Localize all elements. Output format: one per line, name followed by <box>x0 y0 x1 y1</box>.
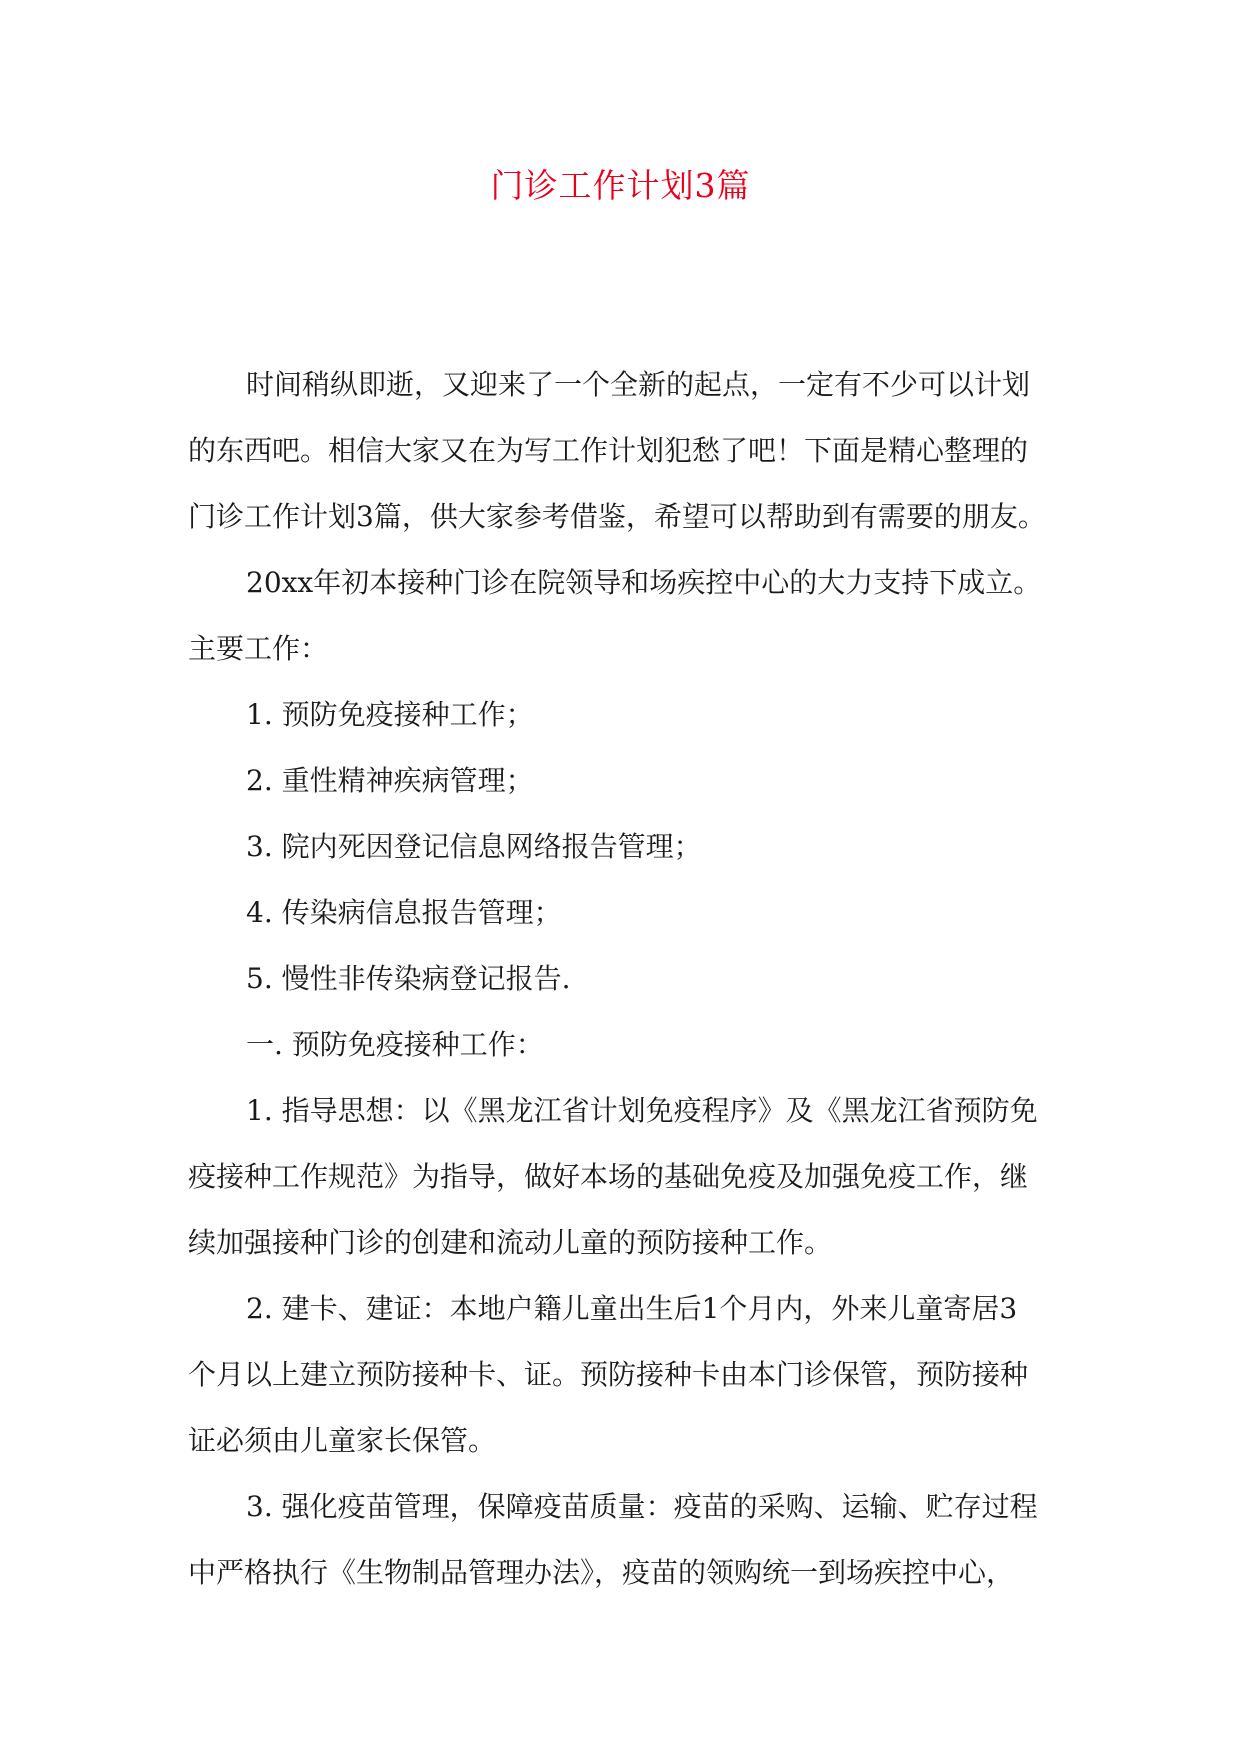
text-line: 续加强接种门诊的创建和流动儿童的预防接种工作。 <box>188 1226 833 1259</box>
text-line: 时间稍纵即逝，又迎来了一个全新的起点，一定有不少可以计划 <box>246 368 1031 401</box>
text-line: 疫接种工作规范》为指导，做好本场的基础免疫及加强免疫工作，继 <box>188 1160 1029 1193</box>
text-line: 个月以上建立预防接种卡、证。预防接种卡由本门诊保管，预防接种 <box>188 1358 1029 1391</box>
text-line: 3. 强化疫苗管理，保障疫苗质量：疫苗的采购、运输、贮存过程 <box>246 1490 1038 1523</box>
text-line: 3. 院内死因登记信息网络报告管理； <box>246 830 702 863</box>
text-line: 1. 指导思想：以《黑龙江省计划免疫程序》及《黑龙江省预防免 <box>246 1094 1038 1127</box>
document-body <box>188 352 1058 1606</box>
document-title: 门诊工作计划3篇 <box>490 166 751 205</box>
text-line: 主要工作： <box>188 632 329 665</box>
paragraph-card-certificate <box>188 1276 1058 1474</box>
text-line: 的东西吧。相信大家又在为写工作计划犯愁了吧！下面是精心整理的 <box>188 434 1029 467</box>
list-item <box>188 880 1058 946</box>
text-line: 中严格执行《生物制品管理办法》，疫苗的领购统一到场疾控中心， <box>188 1556 1015 1589</box>
paragraph-overview <box>188 550 1058 682</box>
text-line: 5. 慢性非传染病登记报告. <box>246 962 571 995</box>
paragraph-guiding-idea <box>188 1078 1058 1276</box>
text-line: 一. 预防免疫接种工作： <box>246 1028 544 1061</box>
text-line: 证必须由儿童家长保管。 <box>188 1424 497 1457</box>
paragraph-vaccine-management <box>188 1474 1058 1606</box>
text-line: 20xx年初本接种门诊在院领导和场疾控中心的大力支持下成立。 <box>246 566 1042 599</box>
list-item <box>188 814 1058 880</box>
text-line: 2. 重性精神疾病管理； <box>246 764 534 797</box>
text-line: 2. 建卡、建证：本地户籍儿童出生后1个月内，外来儿童寄居3 <box>246 1292 1018 1325</box>
text-line: 门诊工作计划3篇，供大家参考借鉴，希望可以帮助到有需要的朋友。 <box>188 500 1046 533</box>
list-item <box>188 682 1058 748</box>
text-line: 4. 传染病信息报告管理； <box>246 896 562 929</box>
list-item <box>188 946 1058 1012</box>
section-heading <box>188 1012 1058 1078</box>
text-line: 1. 预防免疫接种工作； <box>246 698 534 731</box>
paragraph-intro <box>188 352 1058 550</box>
list-item <box>188 748 1058 814</box>
